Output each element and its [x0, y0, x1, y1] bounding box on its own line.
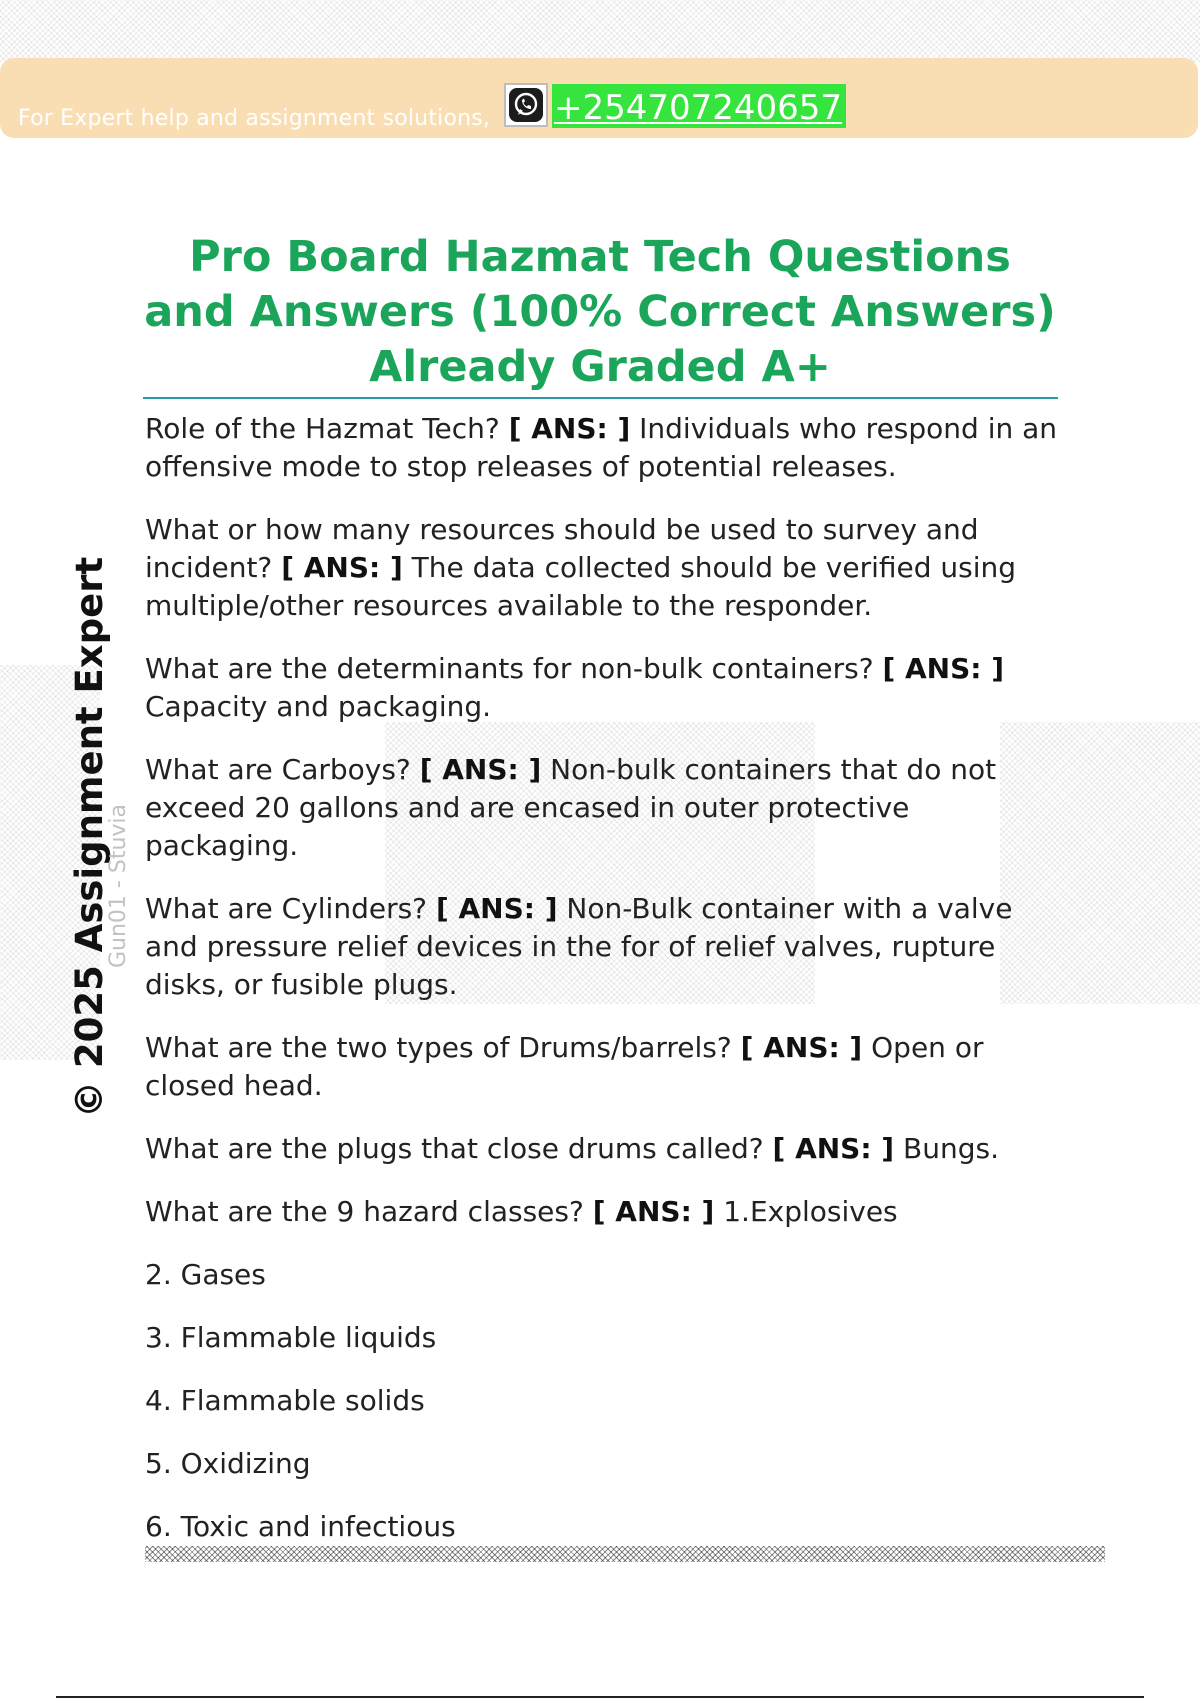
answer-tag: [ ANS: ]	[592, 1195, 715, 1228]
faint-watermark: Gun01 - Stuvia	[106, 803, 131, 968]
page-title: Pro Board Hazmat Tech Questions and Answers (100% Correct Answers) Already Graded A+	[144, 232, 1056, 392]
title-divider	[143, 397, 1058, 399]
answer-tag: [ ANS: ]	[882, 652, 1005, 685]
list-item: 3. Flammable liquids	[145, 1321, 437, 1354]
question: What are the determinants for non-bulk containers?	[145, 652, 874, 685]
answer-tag: [ ANS: ]	[772, 1132, 895, 1165]
qa-item	[145, 511, 1060, 625]
list-item: 2. Gases	[145, 1258, 266, 1291]
question: What are the plugs that close drums called?	[145, 1132, 764, 1165]
qa-item	[145, 751, 1060, 865]
answer: Bungs.	[903, 1132, 999, 1165]
list-item: 5. Oxidizing	[145, 1447, 311, 1480]
answer: The data collected should be verified using multiple/other resources available to the responder.	[145, 551, 1017, 622]
qa-item	[145, 890, 1060, 1004]
answer-tag: [ ANS: ]	[740, 1031, 863, 1064]
answer: 1.Explosives	[723, 1195, 898, 1228]
qa-content	[145, 410, 1060, 1571]
banner-text: For Expert help and assignment solutions,	[18, 106, 491, 131]
answer: Individuals who respond in an offensive mode to stop releases of potential releases.	[145, 412, 1058, 483]
answer: Non-Bulk container with a valve and pressure relief devices in the for of relief valves, rupture disks, or fusible plugs.	[145, 892, 1013, 1001]
footer-divider	[56, 1696, 1144, 1698]
answer: Open or closed head.	[145, 1031, 984, 1102]
answer-tag: [ ANS: ]	[419, 753, 542, 786]
phone-number-link[interactable]	[552, 84, 846, 128]
answer-tag: [ ANS: ]	[281, 551, 403, 584]
list-item: 4. Flammable solids	[145, 1384, 425, 1417]
question: What are the 9 hazard classes?	[145, 1195, 584, 1228]
answer: Non-bulk containers that do not exceed 20 gallons and are encased in outer protective packaging.	[145, 753, 997, 862]
whatsapp-icon[interactable]	[504, 83, 548, 127]
question: What are the two types of Drums/barrels?	[145, 1031, 732, 1064]
question: What or how many resources should be used to survey and incident?	[145, 513, 979, 584]
qa-item	[145, 1193, 1060, 1231]
top-hatch-strip	[0, 0, 1200, 62]
answer-tag: [ ANS: ]	[508, 412, 631, 445]
question: Role of the Hazmat Tech?	[145, 412, 500, 445]
qa-item	[145, 1130, 1060, 1168]
copyright-watermark: © 2025 Assignment Expert	[68, 556, 111, 1118]
qa-item	[145, 650, 1060, 726]
answer-tag: [ ANS: ]	[435, 892, 558, 925]
question: What are Carboys?	[145, 753, 411, 786]
qa-item	[145, 1029, 1060, 1105]
question: What are Cylinders?	[145, 892, 428, 925]
bottom-hatch-pattern	[145, 1546, 1105, 1562]
list-item: 6. Toxic and infectious	[145, 1510, 456, 1543]
phone-number[interactable]: +254707240657	[554, 88, 843, 128]
answer: Capacity and packaging.	[145, 690, 492, 723]
qa-item	[145, 410, 1060, 486]
